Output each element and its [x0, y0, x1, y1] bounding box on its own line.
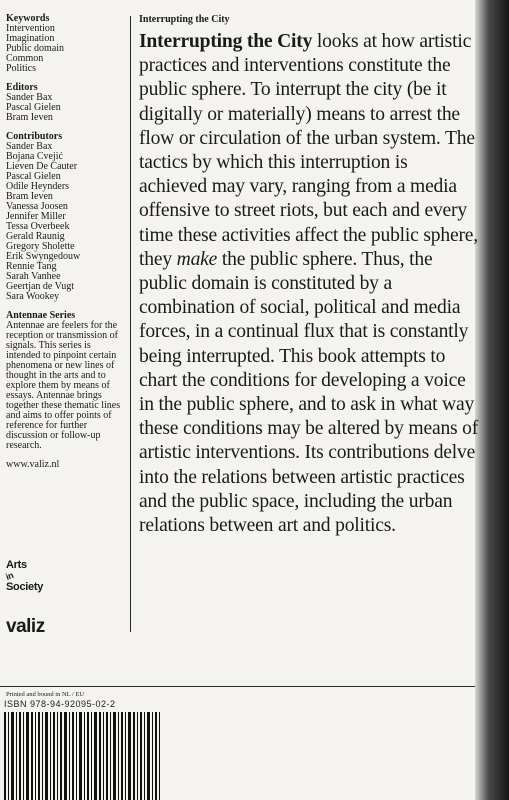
contributors-section: [6, 132, 124, 302]
keywords-section: [6, 14, 124, 74]
contributor-item: Rennie Tang: [6, 261, 57, 272]
isbn-barcode: [4, 712, 164, 800]
keyword-item: Common: [6, 53, 44, 64]
contributor-item: Bojana Cvejić: [6, 151, 63, 162]
publisher-logo: valiz: [6, 616, 45, 637]
contributor-item: Geertjan de Vugt: [6, 281, 75, 292]
editors-section: [6, 83, 124, 123]
arts-in-society-logo: [6, 560, 43, 593]
contributor-item: Erik Swyngedouw: [6, 251, 81, 262]
logo-text-in: in: [4, 570, 15, 582]
book-small-title: Interrupting the City: [139, 14, 230, 25]
website-link[interactable]: www.valiz.nl: [6, 459, 60, 470]
series-section: [6, 311, 124, 451]
keyword-item: Public domain: [6, 43, 65, 54]
editor-item: Bram Ieven: [6, 112, 53, 123]
isbn-text: ISBN 978-94-92095-02-2: [4, 699, 116, 709]
contributor-item: Sarah Vanhee: [6, 271, 61, 282]
blurb-part2: the public sphere. Thus, the public domain is constituted by a combination of social, political and media forces, in a continual flux that is constantly being interrupted. This book attempts to chart the conditions for developing a voice in the public sphere, and to ask in what way these conditions may be altered by means of artistic interventions. Its contributions delve into the relations between artistic practices and the public space, including the urban relations between art and politics.: [139, 248, 479, 537]
logo-text-arts: Arts: [6, 559, 27, 571]
left-column: [6, 14, 124, 470]
contributor-item: Sander Bax: [6, 141, 53, 152]
keyword-item: Imagination: [6, 33, 55, 44]
contributor-item: Odile Heynders: [6, 181, 70, 192]
keyword-item: Politics: [6, 63, 37, 74]
contributor-item: Tessa Overbeek: [6, 221, 70, 232]
logo-text-society: Society: [6, 581, 44, 593]
bottom-rule: [0, 686, 475, 687]
keyword-item: Intervention: [6, 23, 55, 34]
editor-item: Sander Bax: [6, 92, 53, 103]
series-description: Antennae are feelers for the reception or transmission of signals. This series is intended to pinpoint certain phenomena or new lines of thought in the arts and to explore them by means of essays. Antennae brings together these thematic lines and aims to offer points of reference for further discussion or follow-up research.: [6, 320, 121, 451]
page-edge-shadow: [475, 0, 509, 800]
editor-item: Pascal Gielen: [6, 102, 61, 113]
series-title: Antennae Series: [6, 310, 76, 321]
contributors-title: Contributors: [6, 131, 63, 142]
blurb-part1: looks at how artistic practices and interventions constitute the public sphere. To interrupt the city (be it digitally or materially) means to arrest the flow or circulation of the urban system. The tactics by which this interruption is achieved may vary, ranging from a media offensive to street riots, but each and every time these activities affect the public sphere, they: [139, 31, 478, 270]
blurb-emphasis: make: [176, 248, 218, 270]
contributor-item: Pascal Gielen: [6, 171, 61, 182]
book-blurb: [139, 30, 479, 538]
contributor-item: Gerald Raunig: [6, 231, 65, 242]
editors-title: Editors: [6, 82, 38, 93]
blurb-lead: Interrupting the City: [139, 31, 313, 52]
contributor-item: Jennifer Miller: [6, 211, 66, 222]
contributor-item: Bram Ieven: [6, 191, 53, 202]
contributor-item: Sara Wookey: [6, 291, 60, 302]
contributor-item: Vanessa Joosen: [6, 201, 68, 212]
column-divider: [130, 16, 131, 632]
contributor-item: Gregory Sholette: [6, 241, 75, 252]
right-column: [139, 14, 479, 538]
contributor-item: Lieven De Cauter: [6, 161, 78, 172]
printed-note: Printed and bound in NL / EU: [6, 691, 85, 698]
keywords-title: Keywords: [6, 13, 50, 24]
